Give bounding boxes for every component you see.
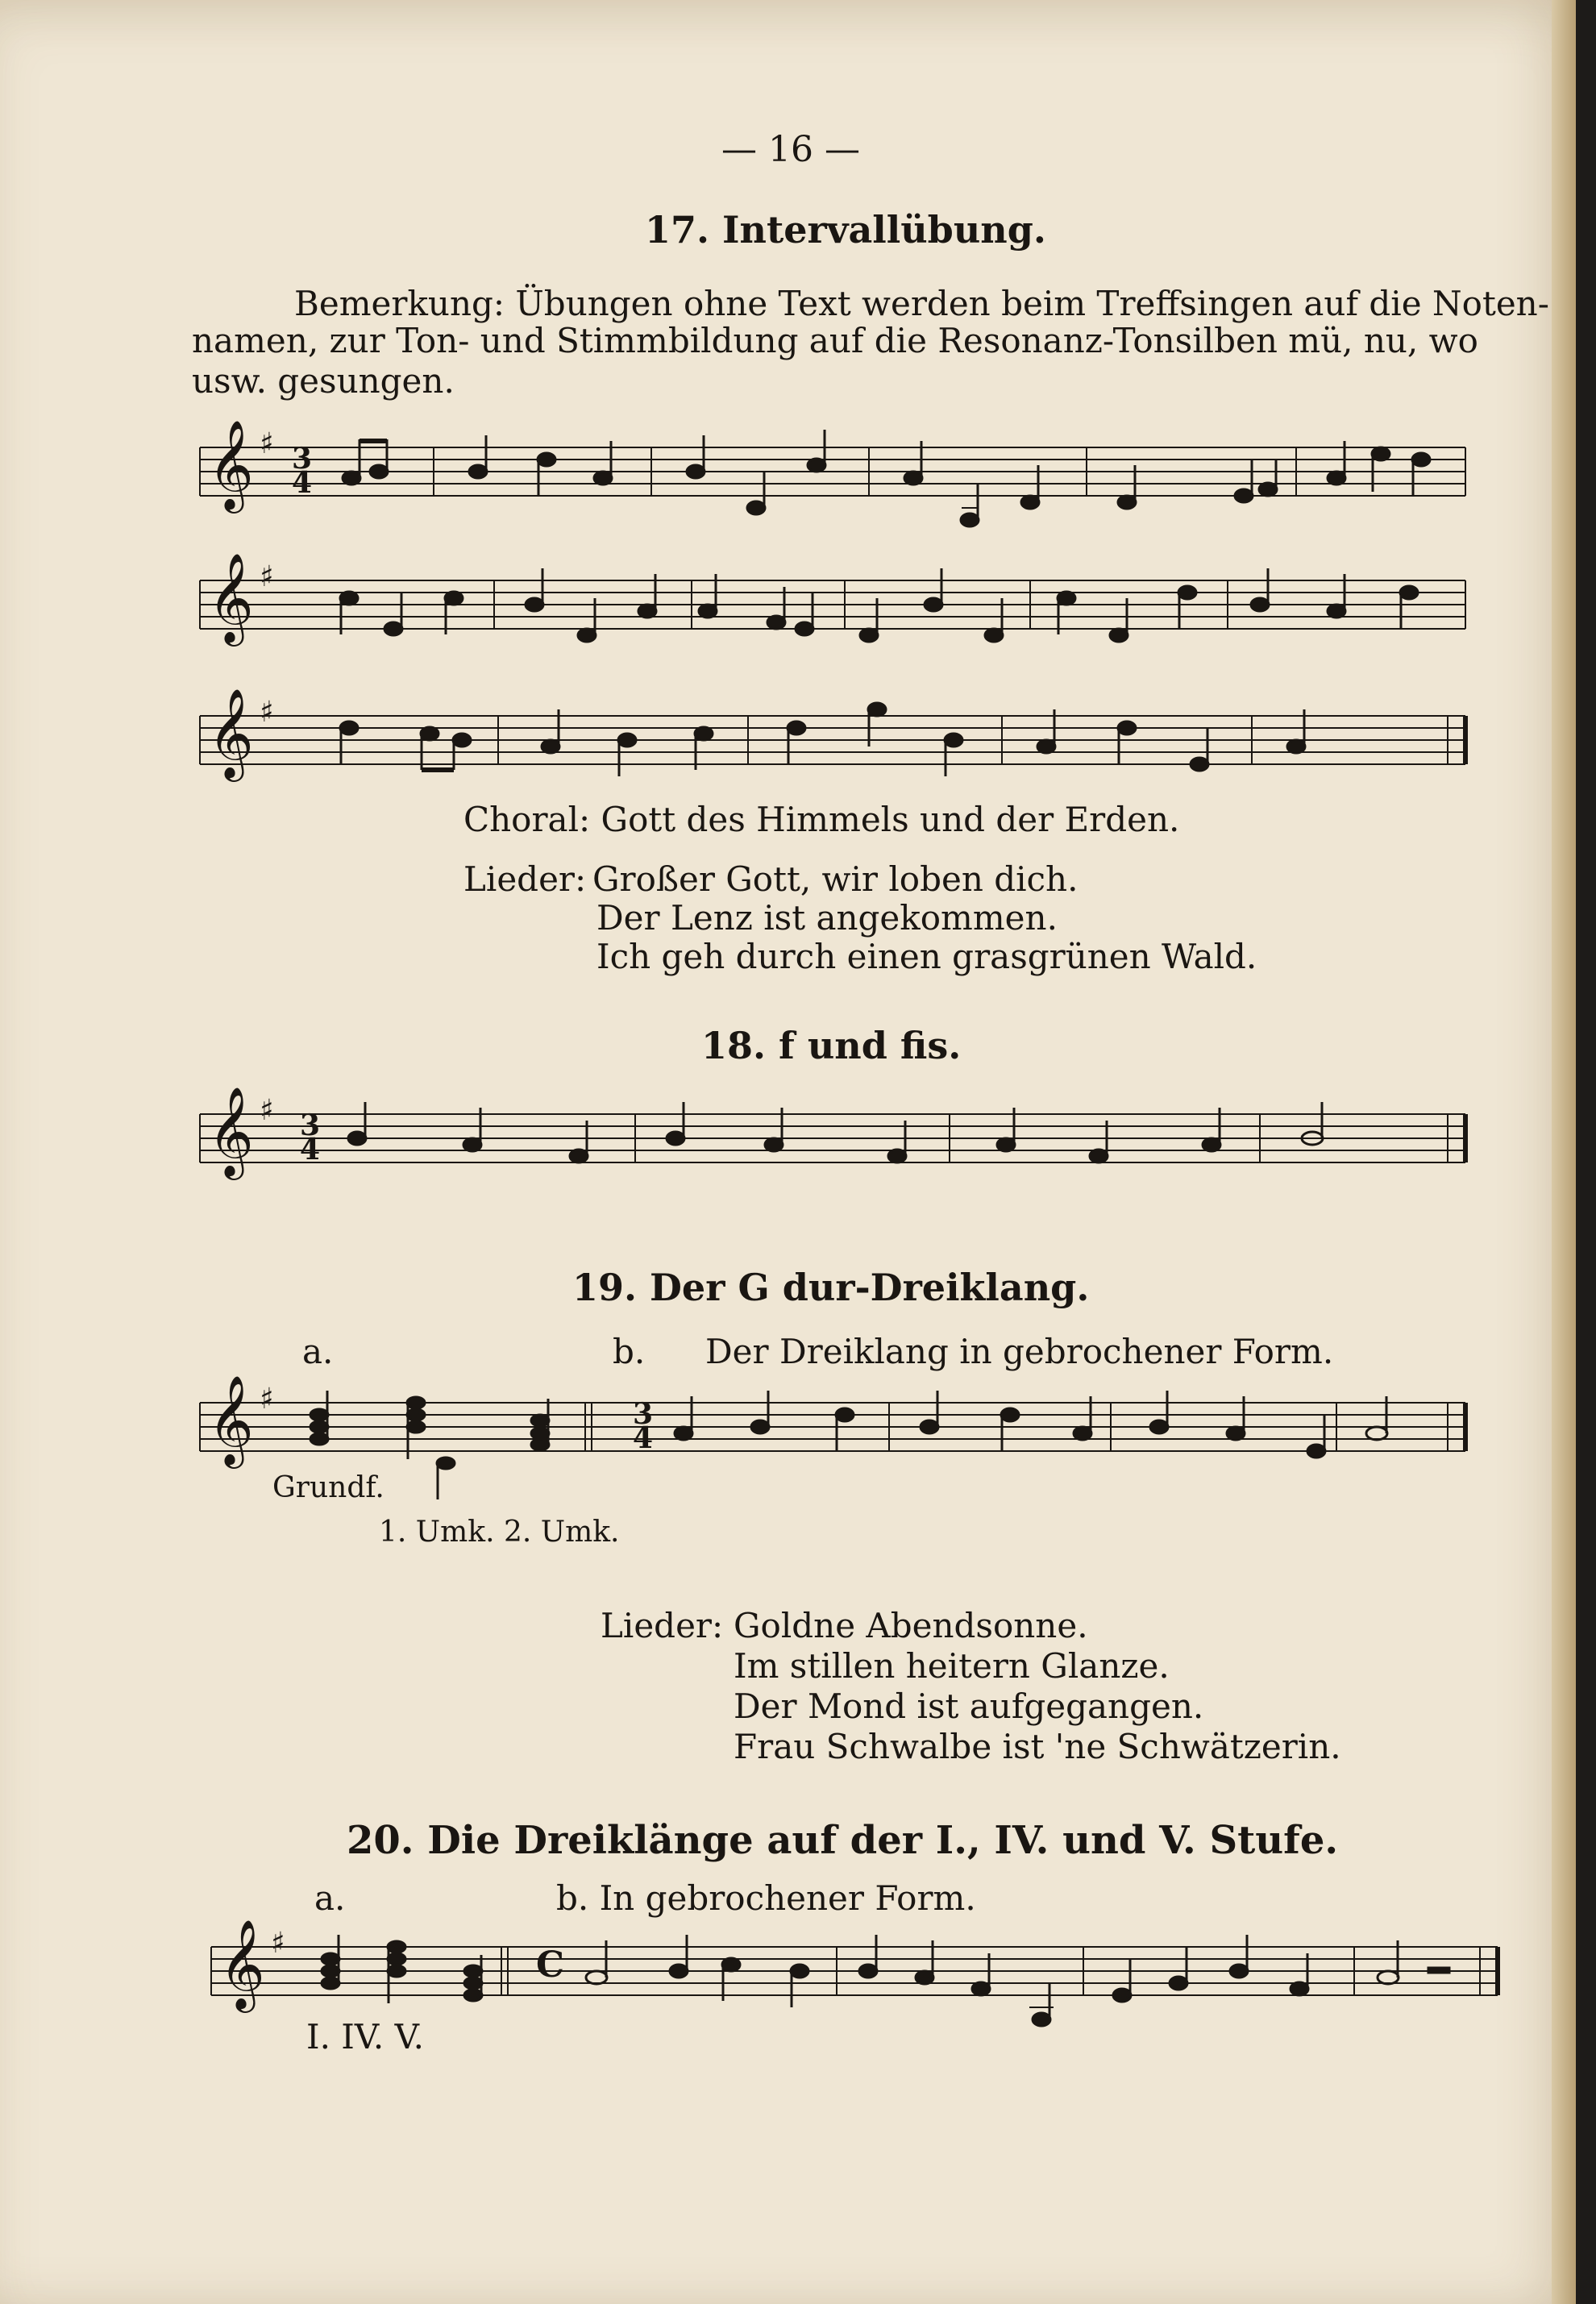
music-staff-19 (200, 1379, 1465, 1491)
time-sig-18-top: 3 (300, 1108, 321, 1142)
section-19-lied-4: Frau Schwalbe ist 'ne Schwätzerin. (734, 1727, 1341, 1766)
key-sharp-icon: ♯ (271, 1927, 285, 1960)
time-sig-18-bottom: 4 (300, 1133, 321, 1167)
section-19-lieder-label: Lieder: (601, 1606, 724, 1645)
treble-clef-icon: 𝄞 (219, 1919, 265, 2009)
section-19-lied-1: Goldne Abendsonne. (734, 1606, 1088, 1645)
music-staff-17-3 (200, 692, 1465, 796)
chord-label-grund: Grundf. (272, 1471, 384, 1504)
section-17-lieder-label: Lieder: (463, 859, 587, 899)
section-17-choral: Choral: Gott des Himmels und der Erden. (463, 800, 1180, 839)
section-18-heading: 18. f und fis. (701, 1024, 962, 1067)
time-sig-17-top: 3 (292, 442, 313, 476)
chord-labels-roman: I. IV. V. (306, 2017, 424, 2057)
chord-label-umk: 1. Umk. 2. Umk. (379, 1516, 620, 1549)
section-17-heading: 17. Intervallübung. (645, 208, 1046, 252)
key-sharp-icon: ♯ (260, 1094, 274, 1127)
treble-clef-icon: 𝄞 (208, 419, 254, 509)
key-sharp-icon: ♯ (260, 1383, 274, 1416)
section-20-label-b: b. In gebrochener Form. (556, 1878, 976, 1918)
common-time-icon: C (536, 1944, 565, 1986)
time-sig-19-bottom: 4 (633, 1421, 654, 1455)
notes-17-1 (200, 423, 1465, 552)
music-staff-18 (200, 1090, 1465, 1195)
treble-clef-icon: 𝄞 (208, 1086, 254, 1176)
time-sig-19-top: 3 (633, 1397, 654, 1431)
section-20-heading: 20. Die Dreiklänge auf der I., IV. und V. Stufe. (347, 1818, 1339, 1863)
treble-clef-icon: 𝄞 (208, 1374, 254, 1465)
section-17-lied-3: Ich geh durch einen grasgrünen Wald. (596, 937, 1257, 976)
section-19-heading: 19. Der G dur-Dreiklang. (572, 1266, 1090, 1309)
section-19-lied-3: Der Mond ist aufgegangen. (734, 1686, 1204, 1726)
section-17-lied-2: Der Lenz ist angekommen. (596, 898, 1058, 938)
section-19-lied-2: Im stillen heitern Glanze. (734, 1646, 1170, 1686)
section-19-label-b: b. (613, 1332, 646, 1371)
treble-clef-icon: 𝄞 (208, 688, 254, 778)
section-17-remark-line-3: usw. gesungen. (192, 361, 455, 401)
section-20-label-a: a. (314, 1878, 346, 1918)
section-17-remark-line-2: namen, zur Ton- und Stimmbildung auf die Resonanz-Tonsilben mü, nu, wo (192, 321, 1478, 360)
section-17-lied-1: Großer Gott, wir loben dich. (592, 859, 1079, 899)
key-sharp-icon: ♯ (260, 696, 274, 729)
treble-clef-icon: 𝄞 (208, 552, 254, 643)
page-edge (1552, 0, 1576, 2304)
music-staff-17-2 (200, 556, 1465, 661)
time-sig-17-bottom: 4 (292, 466, 313, 500)
section-17-remark-line-1: Bemerkung: Übungen ohne Text werden beim Treffsingen auf die Noten- (294, 284, 1549, 323)
key-sharp-icon: ♯ (260, 427, 274, 460)
page-number: — 16 — (721, 129, 860, 170)
section-19-label-a: a. (302, 1332, 334, 1371)
key-sharp-icon: ♯ (260, 560, 274, 593)
section-19-label-b-text: Der Dreiklang in gebrochener Form. (705, 1332, 1334, 1371)
